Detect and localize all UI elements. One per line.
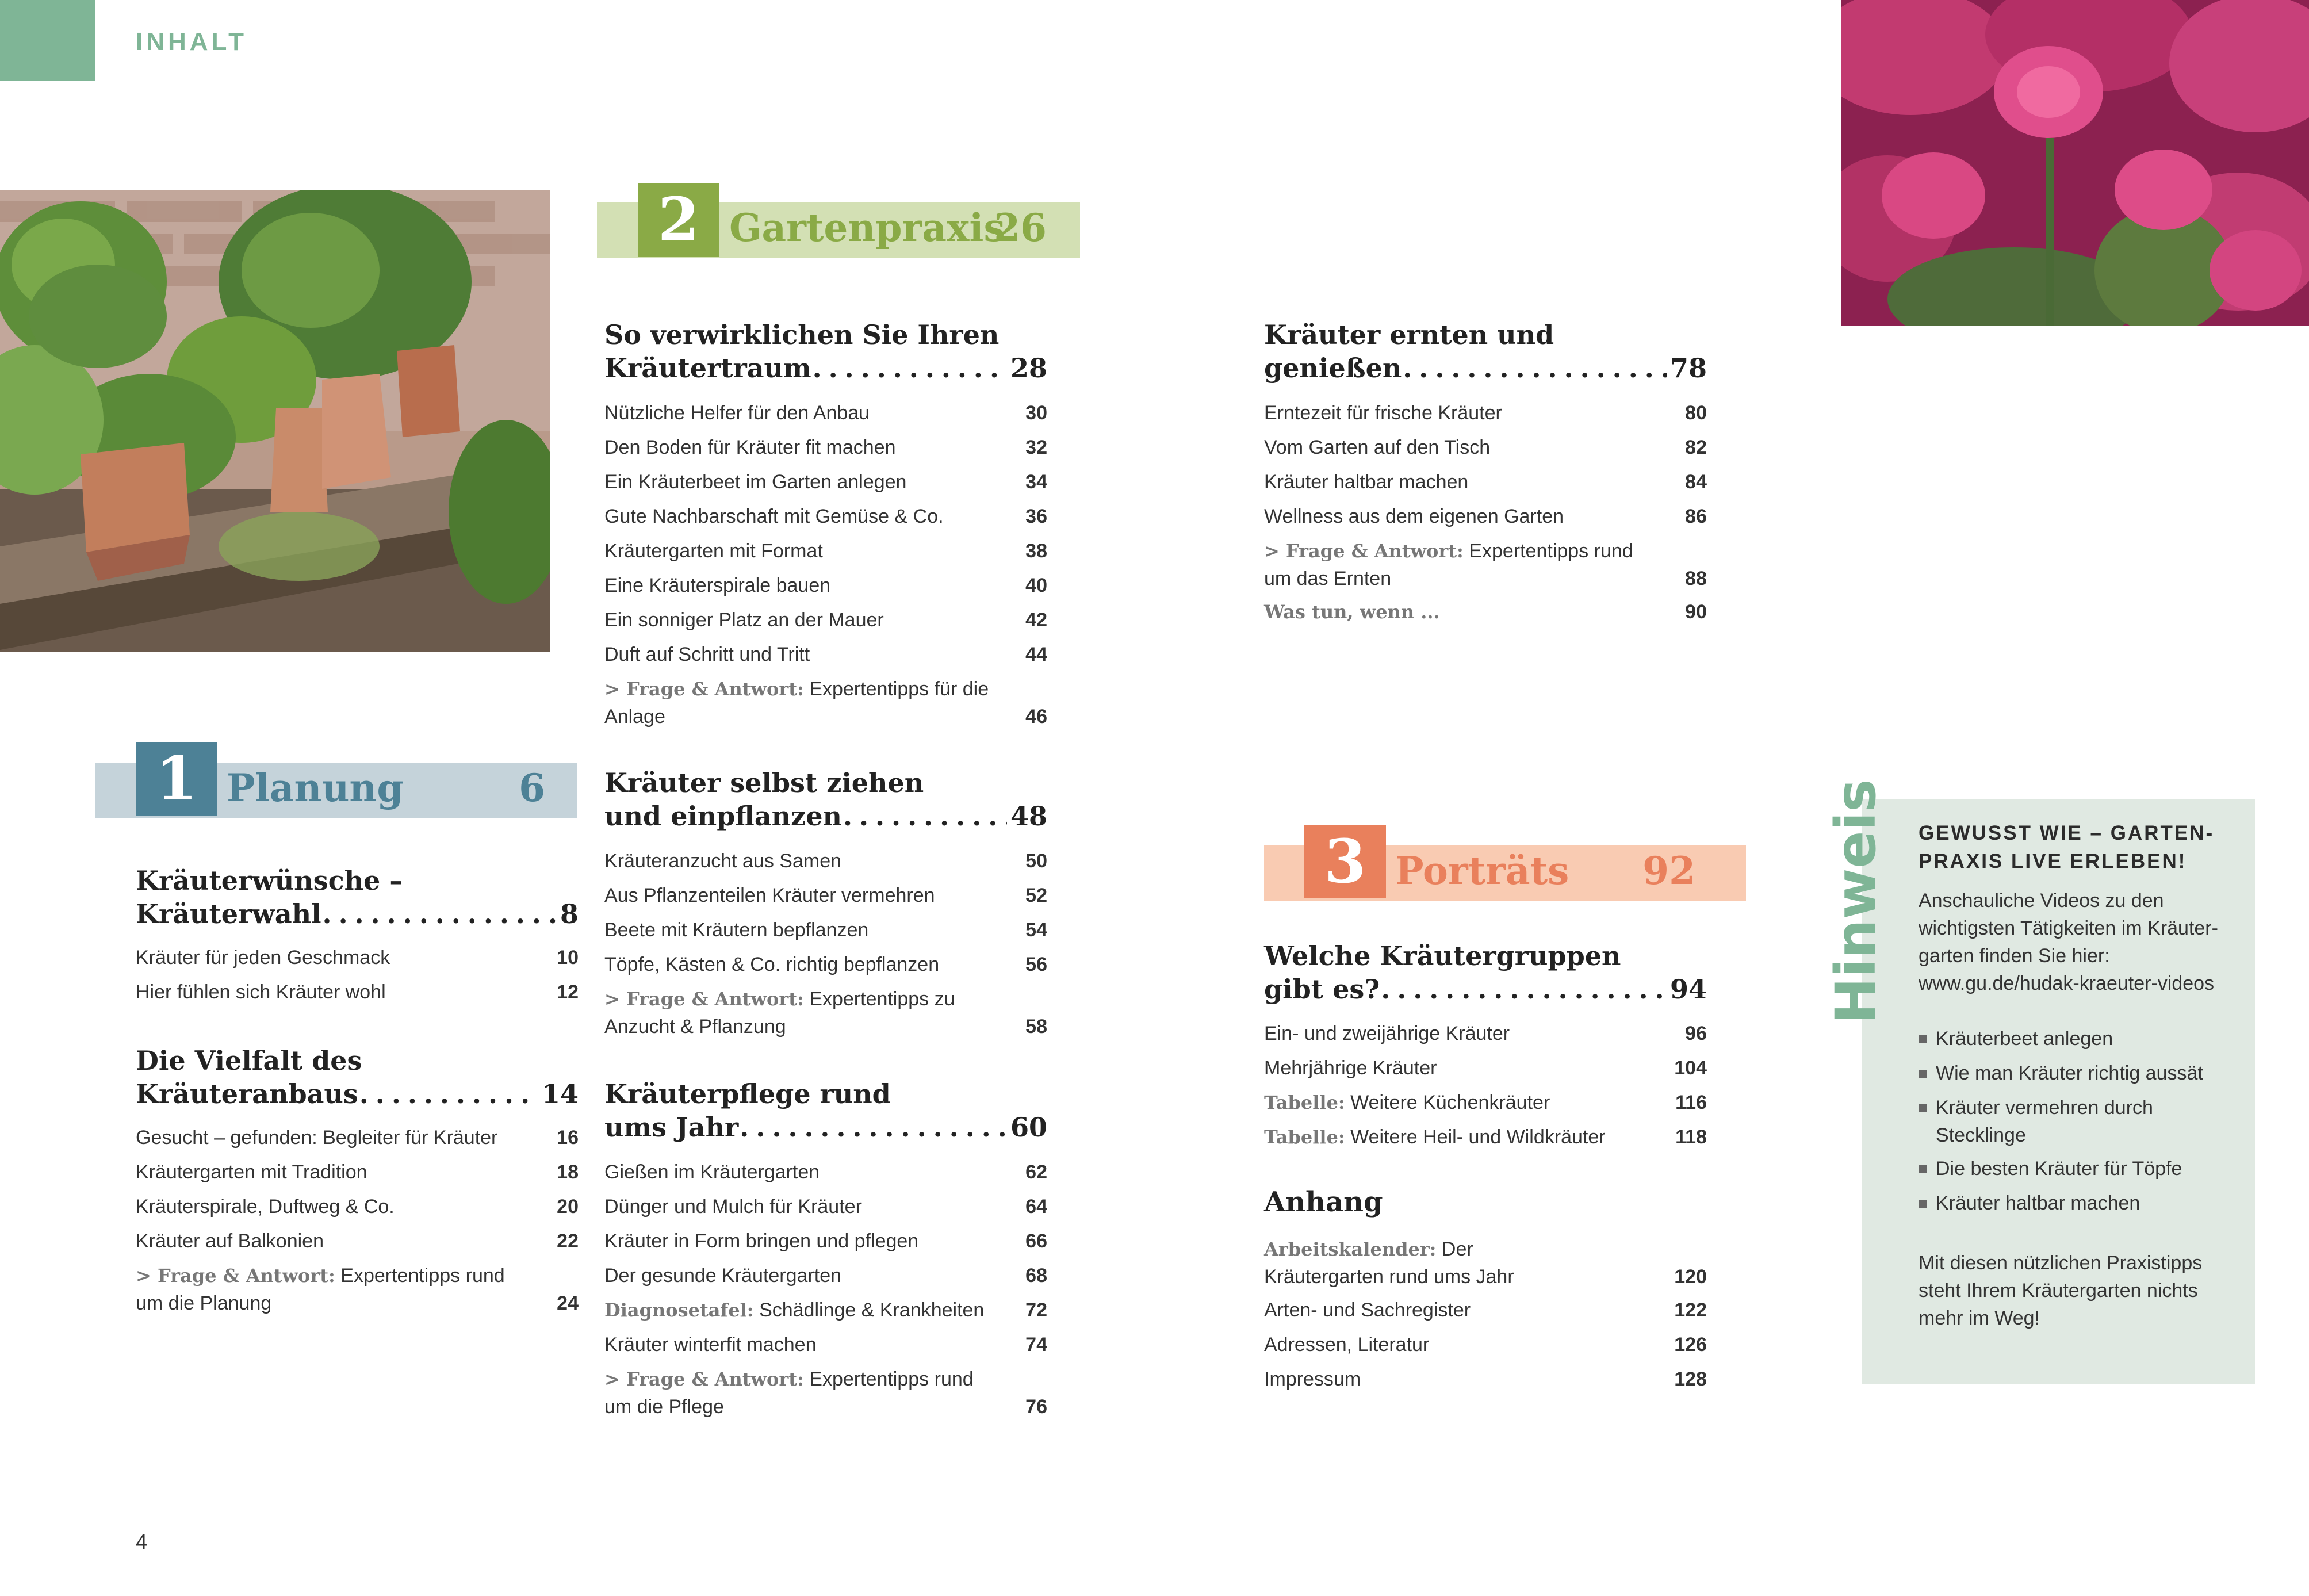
toc-entry: Adressen, Literatur 126 bbox=[1264, 1334, 1707, 1356]
page-number: 4 bbox=[136, 1530, 148, 1553]
section-heading: Welche Kräutergruppen gibt es? . . . 94 bbox=[1264, 939, 1707, 1006]
toc-entry: > Frage & Antwort: Expertentipps rund um die Pflege 76 bbox=[604, 1368, 1047, 1418]
chapter-2-page: 26 bbox=[994, 205, 1047, 250]
toc-entry: Kräuter haltbar machen 84 bbox=[1264, 471, 1707, 493]
section-heading: Kräuterpflege rund ums Jahr . . . 60 bbox=[604, 1077, 1047, 1144]
toc-entry: > Frage & Antwort: Expertentipps für die Anlage 46 bbox=[604, 678, 1047, 728]
toc-entry: Töpfe, Kästen & Co. richtig bepflanzen 56 bbox=[604, 954, 1047, 975]
toc-entry: Diagnosetafel: Schädlinge & Krankheiten 72 bbox=[604, 1299, 1047, 1321]
toc-entry: Arten- und Sachregister 122 bbox=[1264, 1299, 1707, 1321]
toc-entry: Kräutergarten mit Format 38 bbox=[604, 540, 1047, 562]
toc-entry: Dünger und Mulch für Kräuter 64 bbox=[604, 1196, 1047, 1218]
section-heading: Die Vielfalt des Kräuteranbaus . . . 14 bbox=[136, 1044, 579, 1111]
chapter-1-page: 6 bbox=[519, 766, 545, 810]
toc-entry: Gesucht – gefunden: Begleiter für Kräuter 16 bbox=[136, 1127, 579, 1149]
chapter-2-title: Gartenpraxis bbox=[729, 205, 1005, 250]
chapter-2-number: 2 bbox=[638, 183, 719, 257]
toc-entry: Gießen im Kräutergarten 62 bbox=[604, 1161, 1047, 1183]
toc-entry: Ein- und zweijährige Kräuter 96 bbox=[1264, 1023, 1707, 1044]
hint-label: Hinweis bbox=[1824, 779, 1888, 1024]
toc-entry: Ein sonniger Platz an der Mauer 42 bbox=[604, 609, 1047, 631]
toc-entry: Den Boden für Kräuter fit machen 32 bbox=[604, 437, 1047, 458]
section-heading: So verwirklichen Sie Ihren Kräutertraum . . . 28 bbox=[604, 318, 1047, 385]
toc-entry: Tabelle: Weitere Küchenkräuter 116 bbox=[1264, 1092, 1707, 1113]
herbs-photo bbox=[0, 190, 550, 652]
toc-entry: Gute Nachbarschaft mit Gemüse & Co. 36 bbox=[604, 506, 1047, 527]
toc-entry: Eine Kräuterspirale bauen 40 bbox=[604, 575, 1047, 596]
toc-entry: Kräuter auf Balkonien 22 bbox=[136, 1230, 579, 1252]
chapter-1-title: Planung bbox=[227, 766, 404, 810]
toc-entry: Ein Kräuterbeet im Garten anlegen 34 bbox=[604, 471, 1047, 493]
toc-entry: Was tun, wenn ... 90 bbox=[1264, 601, 1707, 623]
header-color-block bbox=[0, 0, 95, 81]
hint-intro: Anschauliche Videos zu den wichtigsten Tätigkeiten im Kräuter-garten finden Sie hier: www.gu.de/hudak-kraeuter-videos bbox=[1919, 890, 2218, 994]
toc-entry: Kräuter winterfit machen 74 bbox=[604, 1334, 1047, 1356]
hint-bullet: Kräuter vermehren durch Stecklinge bbox=[1919, 1094, 2241, 1149]
toc-entry: Nützliche Helfer für den Anbau 30 bbox=[604, 402, 1047, 424]
toc-entry: Erntezeit für frische Kräuter 80 bbox=[1264, 402, 1707, 424]
toc-entry: Wellness aus dem eigenen Garten 86 bbox=[1264, 506, 1707, 527]
toc-entry: > Frage & Antwort: Expertentipps rund um das Ernten 88 bbox=[1264, 540, 1707, 590]
section-heading: Kräuter selbst ziehen und einpflanzen . . . 48 bbox=[604, 766, 1047, 833]
chapter-1-number: 1 bbox=[136, 742, 217, 816]
toc-entry: Mehrjährige Kräuter 104 bbox=[1264, 1057, 1707, 1079]
toc-entry: Beete mit Kräutern bepflanzen 54 bbox=[604, 919, 1047, 941]
toc-entry: Duft auf Schritt und Tritt 44 bbox=[604, 644, 1047, 665]
toc-entry: Arbeitskalender: Der Kräutergarten rund ums Jahr 120 bbox=[1264, 1238, 1707, 1288]
toc-entry: Vom Garten auf den Tisch 82 bbox=[1264, 437, 1707, 458]
toc-entry: Hier fühlen sich Kräuter wohl 12 bbox=[136, 981, 579, 1003]
toc-entry: Kräuteranzucht aus Samen 50 bbox=[604, 850, 1047, 872]
toc-entry: Tabelle: Weitere Heil- und Wildkräuter 118 bbox=[1264, 1126, 1707, 1148]
hint-bullet: Kräuterbeet anlegen bbox=[1919, 1025, 2241, 1052]
toc-entry: Impressum 128 bbox=[1264, 1368, 1707, 1390]
toc-entry: Kräuterspirale, Duftweg & Co. 20 bbox=[136, 1196, 579, 1218]
toc-entry: Kräuter in Form bringen und pflegen 66 bbox=[604, 1230, 1047, 1252]
hint-bullet: Wie man Kräuter richtig aussät bbox=[1919, 1059, 2241, 1087]
hint-bullet: Kräuter haltbar machen bbox=[1919, 1189, 2241, 1217]
section-heading: Kräuterwünsche – Kräuterwahl . . . 8 bbox=[136, 864, 579, 931]
chapter-3-number: 3 bbox=[1304, 825, 1386, 898]
hint-bullet: Die besten Kräuter für Töpfe bbox=[1919, 1155, 2241, 1182]
hint-outro: Mit diesen nützlichen Praxistipps steht Ihrem Kräutergarten nichts mehr im Weg! bbox=[1919, 1252, 2203, 1329]
toc-entry: Der gesunde Kräutergarten 68 bbox=[604, 1265, 1047, 1287]
chapter-3-page: 92 bbox=[1642, 848, 1695, 893]
toc-entry: > Frage & Antwort: Expertentipps zu Anzucht & Pflanzung 58 bbox=[604, 988, 1047, 1038]
flower-photo bbox=[1841, 0, 2309, 326]
toc-entry: Aus Pflanzenteilen Kräuter vermehren 52 bbox=[604, 885, 1047, 906]
anhang-heading: Anhang bbox=[1264, 1186, 1383, 1218]
toc-entry: > Frage & Antwort: Expertentipps rund um die Planung 24 bbox=[136, 1265, 579, 1314]
toc-entry: Kräutergarten mit Tradition 18 bbox=[136, 1161, 579, 1183]
toc-entry: Kräuter für jeden Geschmack 10 bbox=[136, 947, 579, 969]
chapter-3-title: Porträts bbox=[1395, 848, 1569, 893]
hint-heading: GEWUSST WIE – GARTEN-PRAXIS LIVE ERLEBEN! bbox=[1919, 822, 2215, 872]
page-title: INHALT bbox=[136, 28, 248, 56]
section-heading: Kräuter ernten und genießen . . . 78 bbox=[1264, 318, 1707, 385]
